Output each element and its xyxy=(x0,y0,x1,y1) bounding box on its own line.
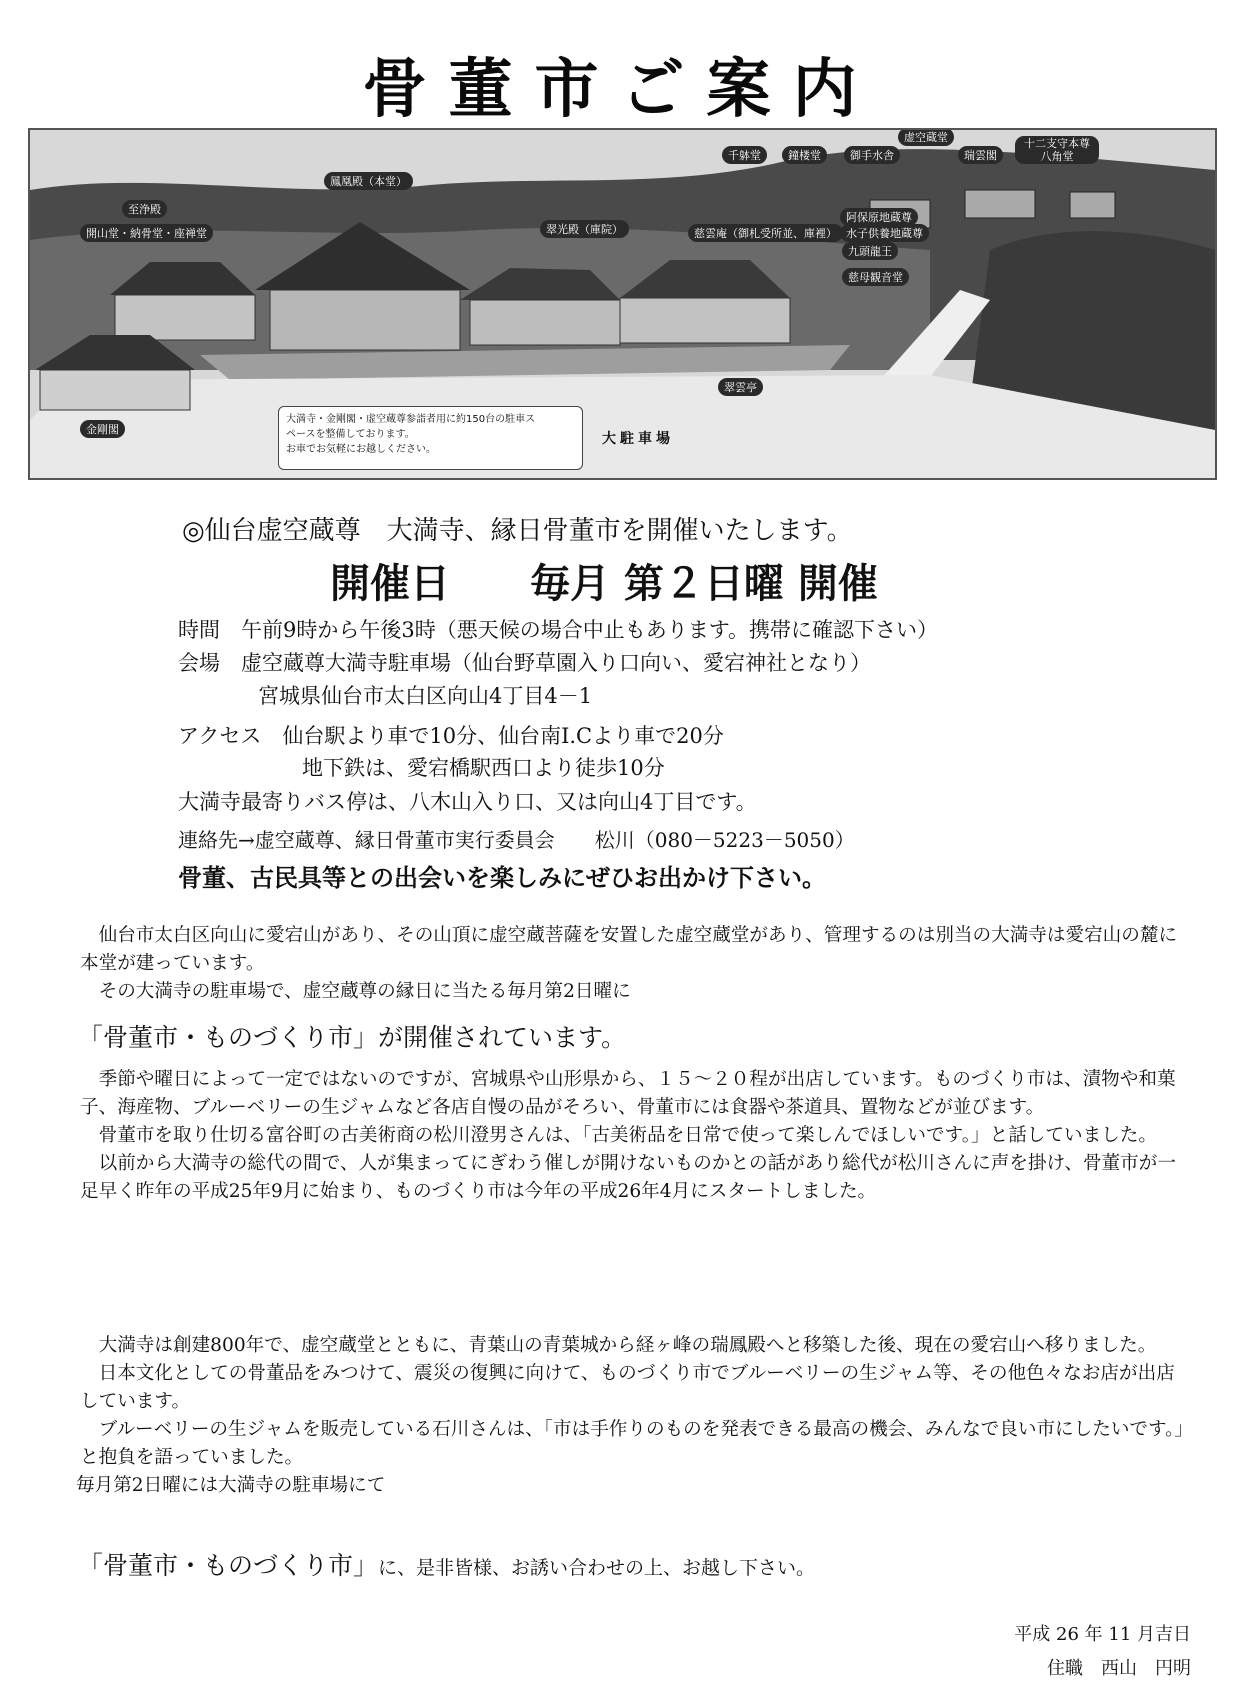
label-mizuko: 水子供養地蔵尊 xyxy=(840,224,929,242)
article-para-2: 季節や曜日によって一定ではないのですが、宮城県や山形県から、１５～２０程が出店しています。ものづくり市は、漬物や和菓子、海産物、ブルーベリーの生ジャムなど各店自慢の品がそろい、骨董市には食器や茶道具、置物などが並びます。 骨董市を取り仕切る富谷町の古美術商の松川澄男さんは、「古美術品を日常で使って楽しんでほしいです。」と話していました。 以前から大満寺の総代の間で、人が集まってにぎわう催しが開けないものかとの話があり総代が松川さんに声を掛け、骨董市が一足早く昨年の平成25年9月に始まり、ものづくり市は今年の平成26年4月にスタートしました。 xyxy=(80,1069,1176,1202)
info-access-subway: 地下鉄は、愛宕橋駅西口より徒歩10分 xyxy=(302,756,665,780)
label-shoro: 鐘楼堂 xyxy=(782,146,827,164)
closing-line: 骨董、古民具等との出会いを楽しみにぜひお出かけ下さい。 xyxy=(178,864,826,892)
info-contact: 連絡先→虚空蔵尊、縁日骨董市実行委員会 松川（080－5223－5050） xyxy=(178,828,855,852)
label-suikoden: 翠光殿（庫院） xyxy=(540,220,629,238)
label-kokuzodo: 虚空蔵堂 xyxy=(898,128,954,146)
label-parking: 大駐車場 xyxy=(602,431,674,447)
label-kaisando: 開山堂・納骨堂・座禅堂 xyxy=(80,224,213,242)
temple-illustration xyxy=(28,128,1217,480)
page-title: 骨董市ご案内 xyxy=(362,53,879,127)
label-hakkakudo: 十二支守本尊 八角堂 xyxy=(1015,136,1099,164)
article-para-1: 仙台市太白区向山に愛宕山があり、その山頂に虚空蔵菩薩を安置した虚空蔵堂があり、管理するのは別当の大満寺は愛宕山の麓に本堂が建っています。 その大満寺の駐車場で、虚空蔵尊の縁日に当たる毎月第2日曜に xyxy=(80,925,1178,1002)
intro-line: ◎仙台虚空蔵尊 大満寺、縁日骨董市を開催いたします。 xyxy=(182,516,853,546)
info-access-car: アクセス 仙台駅より車で10分、仙台南I.Cより車で20分 xyxy=(178,724,724,748)
label-zuiunkaku: 瑞雲閣 xyxy=(958,146,1003,164)
label-shijoden: 至浄殿 xyxy=(122,200,167,218)
label-suiuntei: 翠雲亭 xyxy=(718,378,763,396)
info-address: 宮城県仙台市太白区向山4丁目4－1 xyxy=(258,684,593,708)
label-ashihara: 阿保原地蔵尊 xyxy=(840,208,918,226)
info-time: 時間 午前9時から午後3時（悪天候の場合中止もあります。携帯に確認下さい） xyxy=(178,618,939,642)
signature-date: 平成 26 年 11 月吉日 xyxy=(1014,1624,1191,1645)
event-date: 開催日 毎月 第２日曜 開催 xyxy=(330,561,878,607)
label-hoohden: 鳳凰殿（本堂） xyxy=(324,172,413,190)
closing-invitation: 「骨董市・ものづくり市」に、是非皆様、お誘い合わせの上、お越し下さい。 xyxy=(78,1551,816,1580)
signature-name: 住職 西山 円明 xyxy=(1047,1658,1191,1679)
headline-market: 「骨董市・ものづくり市」が開催されています。 xyxy=(78,1023,627,1052)
label-temizuya: 御手水舎 xyxy=(844,146,900,164)
label-jibo: 慈母観音堂 xyxy=(842,268,909,286)
label-jiunan: 慈雲庵（御札受所並、庫裡） xyxy=(688,224,843,242)
label-kongokaku: 金剛閣 xyxy=(80,420,125,438)
label-kuzuryu: 九頭龍王 xyxy=(842,242,898,260)
info-bus: 大満寺最寄りバス停は、八木山入り口、又は向山4丁目です。 xyxy=(178,790,757,814)
article-para-3: 大満寺は創建800年で、虚空蔵堂とともに、青葉山の青葉城から経ヶ峰の瑞鳳殿へと移築した後、現在の愛宕山へ移りました。 日本文化としての骨董品をみつけて、震災の復興に向けて、ものづくり市でブルーベリーの生ジャム等、その他色々なお店が出店しています。 ブルーベリーの生ジャムを販売している石川さんは、「市は手作りのものを発表できる最高の機会、みんなで良い市にしたいです。」と抱負を語っていました。 毎月第2日曜には大満寺の駐車場にて xyxy=(76,1335,1184,1496)
parking-notice: 大満寺・金剛閣・虚空蔵尊参詣者用に約150台の駐車ス ペースを整備しております。 お車でお気軽にお越しください。 xyxy=(278,406,583,470)
temple-scene-drawing xyxy=(30,130,1215,478)
label-senjudo: 千躰堂 xyxy=(722,146,767,164)
info-venue: 会場 虚空蔵尊大満寺駐車場（仙台野草園入り口向い、愛宕神社となり） xyxy=(178,651,871,675)
